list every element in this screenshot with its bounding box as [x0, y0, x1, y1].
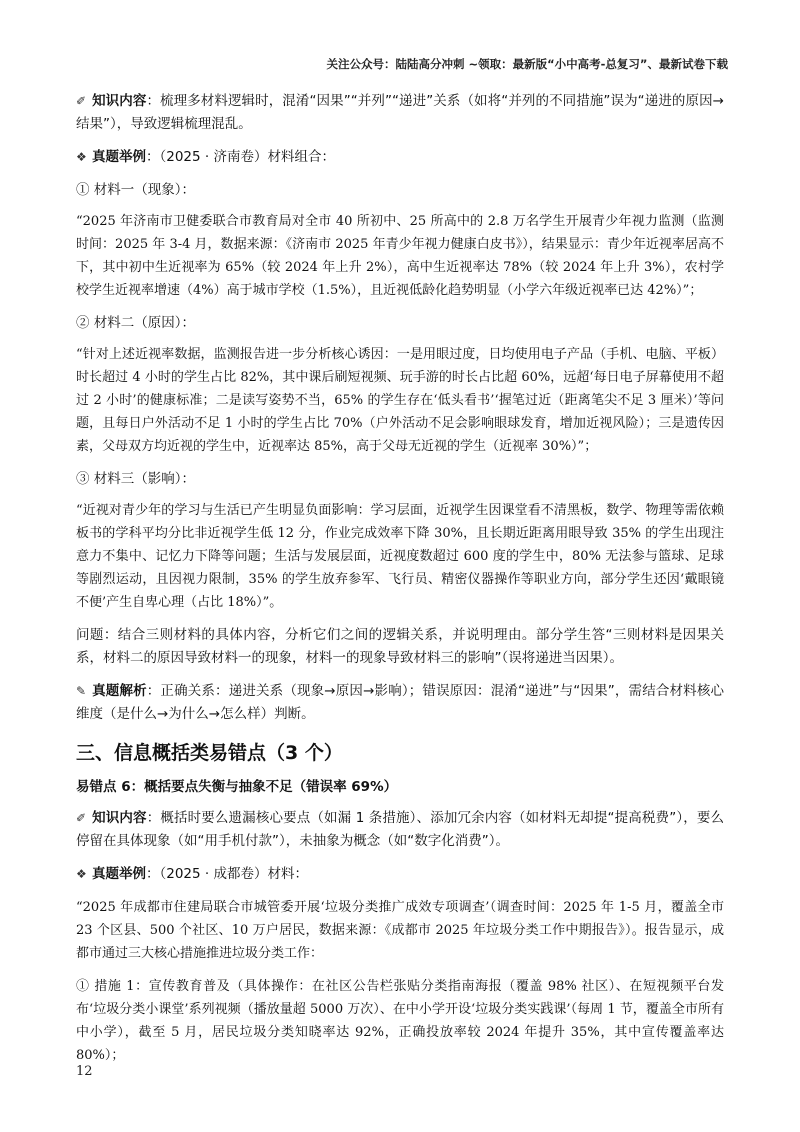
- diamond-icon: ❖: [76, 867, 87, 881]
- knowledge-label: 知识内容: [92, 93, 147, 109]
- pencil-icon: ✐: [76, 94, 87, 108]
- knowledge-paragraph: [76, 90, 724, 136]
- example-paragraph-2: [76, 863, 724, 886]
- material-3-title: ③ 材料三（影响）：: [76, 471, 196, 487]
- example-text-2: ：（2025 · 成都卷）材料：: [146, 866, 308, 882]
- knowledge-text: ：梳理多材料逻辑时，混淆“因果”“并列”“递进”关系（如将“并列的不同措施”误为“递进的原因→结果”），导致逻辑梳理混乱。: [76, 93, 724, 132]
- pencil-icon: ✐: [76, 811, 87, 825]
- error-point-title: 易错点 6：概括要点失衡与抽象不足（错误率 69%）: [76, 779, 398, 795]
- knowledge-text-2: ：概括时要么遗漏核心要点（如漏 1 条措施）、添加冗余内容（如材料无却提“提高税费”），要么停留在具体现象（如“用手机付款”），未抽象为概念（如“数字化消费”）。: [76, 810, 724, 849]
- analysis-label: 真题解析: [92, 683, 147, 699]
- knowledge-label-2: 知识内容: [92, 810, 147, 826]
- material-3-text: “近视对青少年的学习与生活已产生明显负面影响：学习层面，近视学生因课堂看不清黑板，数学、物理等需依赖板书的学科平均分比非近视学生低 12 分，作业完成效率下降 30%，且长期近距离用眼导致 35% 的学生出现注意力不集中、记忆力下降等问题；生活与发展层面，近视度数超过 600 度的学生中，80% 无法参与篮球、足球等剧烈运动，且因视力限制，35% 的学生放弃参军、飞行员、精密仪器操作等职业方向，部分学生还因‘戴眼镜不便’产生自卑心理（占比 18%）”。: [76, 503, 724, 610]
- diamond-icon: ❖: [76, 150, 87, 164]
- example-label: 真题举例: [92, 149, 146, 165]
- question-paragraph: 问题：结合三则材料的具体内容，分析它们之间的逻辑关系，并说明理由。部分学生答“三则材料是因果关系，材料二的原因导致材料一的现象，材料一的现象导致材料三的影响”（误将递进当因果）。: [76, 627, 724, 666]
- material-1-title: ① 材料一（现象）：: [76, 182, 196, 198]
- example-label-2: 真题举例: [92, 866, 146, 882]
- material-1-text: “2025 年济南市卫健委联合市教育局对全市 40 所初中、25 所高中的 2.8 万名学生开展青少年视力监测（监测时间：2025 年 3-4 月，数据来源：《济南市 2025 年青少年视力健康白皮书》），结果显示：青少年近视率居高不下，其中初中生近视率为 65%（较 2024 年上升 2%），高中生近视率达 78%（较 2024 年上升 3%），农村学校学生近视率增速（4%）高于城市学校（1.5%），且近视低龄化趋势明显（小学六年级近视率已达 42%）”；: [76, 214, 724, 298]
- example-text: ：（2025 · 济南卷）材料组合：: [146, 149, 335, 165]
- material-2-text: “针对上述近视率数据，监测报告进一步分析核心诱因：一是用眼过度，日均使用电子产品（手机、电脑、平板）时长超过 4 小时的学生占比 82%，其中课后刷短视频、玩手游的时长占比超 60%，远超‘每日电子屏幕使用不超过 2 小时’的健康标准；二是读写姿势不当，65% 的学生存在‘低头看书’‘握笔过近（距离笔尖不足 3 厘米）’等问题，且每日户外活动不足 1 小时的学生占比 70%（户外活动不足会影响眼球发育，增加近视风险）；三是遗传因素，父母双方均近视的学生中，近视率达 85%，高于父母无近视的学生（近视率 30%）”；: [76, 347, 724, 454]
- analysis-text: ：正确关系：递进关系（现象→原因→影响）；错误原因：混淆“递进”与“因果”，需结合材料核心维度（是什么→为什么→怎么样）判断。: [76, 683, 724, 722]
- chengdu-material-text: “2025 年成都市住建局联合市城管委开展‘垃圾分类推广成效专项调查’（调查时间：2025 年 1-5 月，覆盖全市 23 个区县、500 个社区、10 万户居民，数据来源：《成都市 2025 年垃圾分类工作中期报告》）。报告显示，成都市通过三大核心措施推进垃圾分类工作：: [76, 900, 724, 961]
- page-header: 关注公众号：陆陆高分冲刺 ~领取：最新版“小中高考-总复习”、最新试卷下载: [326, 57, 728, 71]
- pen-icon: ✎: [76, 684, 87, 698]
- analysis-paragraph: [76, 680, 724, 726]
- material-2-title: ② 材料二（原因）：: [76, 315, 196, 331]
- page-number: 12: [76, 1064, 93, 1079]
- knowledge-paragraph-2: [76, 807, 724, 853]
- section-title: 三、信息概括类易错点（3 个）: [76, 742, 343, 764]
- example-paragraph: [76, 146, 724, 169]
- measure-1-text: ① 措施 1：宣传教育普及（具体操作：在社区公告栏张贴分类指南海报（覆盖 98% 社区）、在短视频平台发布‘垃圾分类小课堂’系列视频（播放量超 5000 万次）、在中小学开设‘垃圾分类实践课’（每周 1 节，覆盖全市所有中小学），截至 5 月，居民垃圾分类知晓率达 92%，正确投放率较 2024 年提升 35%，其中宣传覆盖率达 80%）；: [76, 979, 724, 1063]
- main-content: [76, 90, 724, 1077]
